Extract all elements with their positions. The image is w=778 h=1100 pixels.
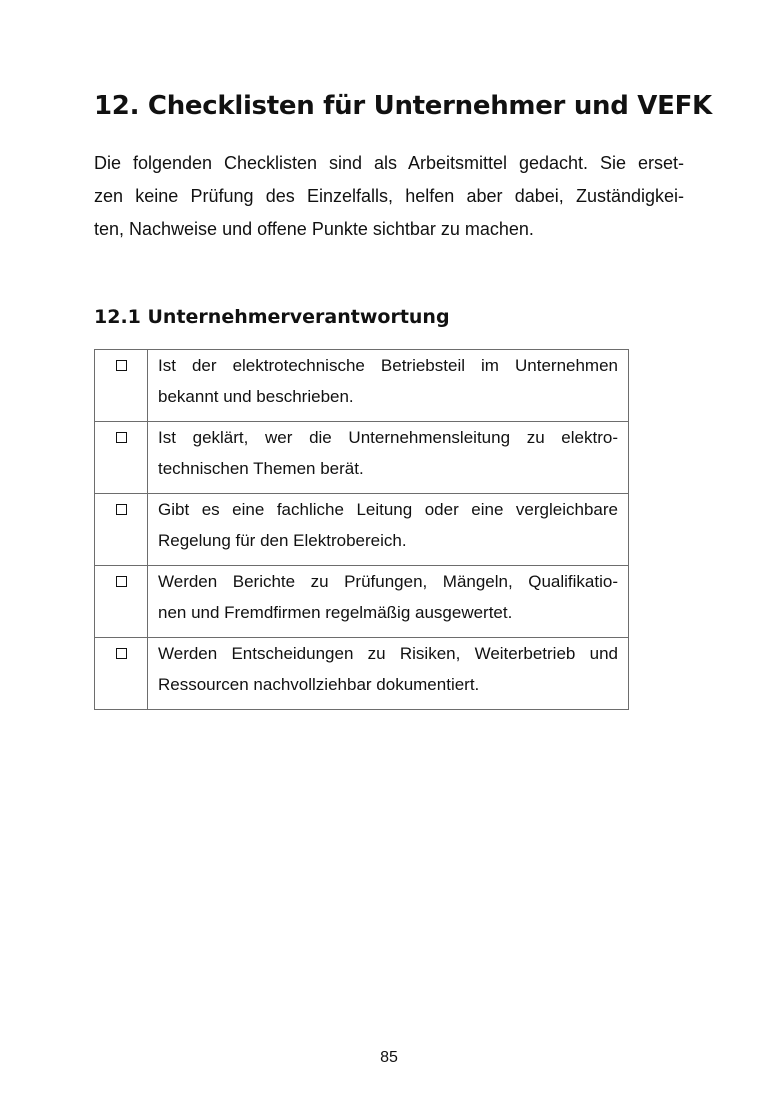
intro-paragraph (94, 147, 684, 246)
checklist-row (95, 422, 629, 494)
checklist-item-line: bekannt und beschrieben. (158, 387, 354, 406)
checklist-item-line: technischen Themen berät. (158, 459, 364, 478)
checklist-item (148, 350, 629, 422)
section-title: 12.1 Unternehmerverantwortung (94, 306, 450, 328)
checklist-item-line: Ist der elektrotechnische Betriebsteil im Unternehmen (158, 356, 618, 375)
checklist-item-line: Werden Entscheidungen zu Risiken, Weiterbetrieb und (158, 644, 618, 663)
checklist-item-line: Ist geklärt, wer die Unternehmensleitung zu elektro- (158, 428, 618, 447)
page-number: 85 (380, 1049, 398, 1066)
checklist-item (148, 494, 629, 566)
checklist-item-line: Regelung für den Elektrobereich. (158, 531, 407, 550)
checklist-table (94, 349, 629, 710)
checkbox-icon (116, 504, 127, 515)
checklist-row (95, 494, 629, 566)
checklist-row (95, 566, 629, 638)
checkbox-cell (95, 638, 148, 710)
checklist-item-text (158, 350, 618, 412)
checkbox-icon (116, 432, 127, 443)
checklist-item (148, 422, 629, 494)
intro-line: ten, Nachweise und offene Punkte sichtbar zu machen. (94, 219, 534, 239)
chapter-title: 12. Checklisten für Unternehmer und VEFK (94, 91, 712, 121)
checklist-row (95, 350, 629, 422)
checkbox-cell (95, 422, 148, 494)
intro-line: zen keine Prüfung des Einzelfalls, helfen aber dabei, Zuständigkei- (94, 186, 684, 206)
checkbox-icon (116, 648, 127, 659)
checklist-item-text (158, 422, 618, 484)
intro-line: Die folgenden Checklisten sind als Arbeitsmittel gedacht. Sie erset- (94, 153, 684, 173)
checklist-item (148, 638, 629, 710)
checklist-item-text (158, 566, 618, 628)
checklist-item-line: Gibt es eine fachliche Leitung oder eine vergleichbare (158, 500, 618, 519)
checkbox-icon (116, 576, 127, 587)
checkbox-cell (95, 350, 148, 422)
checkbox-cell (95, 494, 148, 566)
checklist-item (148, 566, 629, 638)
checklist-row (95, 638, 629, 710)
checklist-item-text (158, 638, 618, 700)
checklist-item-line: Werden Berichte zu Prüfungen, Mängeln, Qualifikatio- (158, 572, 618, 591)
checklist-item-line: Ressourcen nachvollziehbar dokumentiert. (158, 675, 480, 694)
checklist-item-text (158, 494, 618, 556)
checklist-item-line: nen und Fremdfirmen regelmäßig ausgewertet. (158, 603, 513, 622)
checkbox-cell (95, 566, 148, 638)
checkbox-icon (116, 360, 127, 371)
